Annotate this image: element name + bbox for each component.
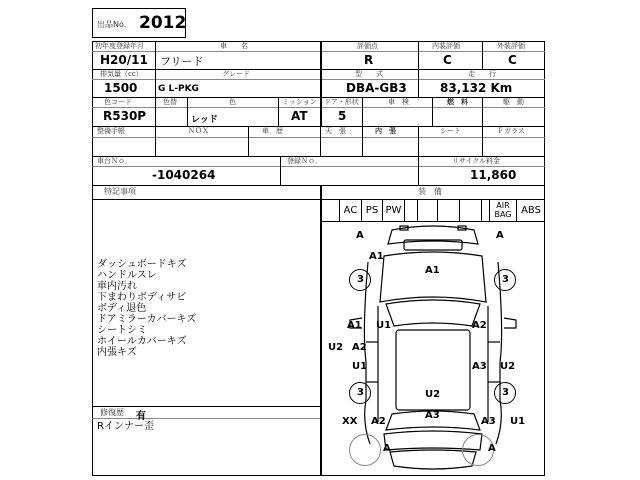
inspection-label: 車 検	[388, 98, 409, 106]
ceiling-label: 天 張	[325, 127, 346, 135]
damage-front-left: A	[356, 230, 364, 241]
interior-value: C	[443, 53, 452, 67]
damage-rear-xx: XX	[342, 416, 358, 427]
damage-rear-left: A	[383, 443, 391, 454]
damage-rear-u1: U1	[510, 416, 526, 427]
color-code-value: R530P	[103, 109, 147, 123]
remark-item: ハンドルスレ	[97, 270, 157, 281]
remark-item: ドアミラーカバーキズ	[97, 314, 197, 325]
damage-tire-rr: 3	[502, 387, 509, 398]
fglass-label: Ｆガラス	[497, 127, 525, 135]
equip-blank-2	[418, 200, 438, 221]
remark-item: 車内汚れ	[97, 281, 137, 292]
repair-note: Rインナー歪	[97, 421, 154, 432]
damage-hood: A1	[425, 265, 440, 276]
grade-value: G L-PKG	[158, 84, 199, 94]
equipment-label: 装 備	[418, 187, 442, 196]
damage-right-front-door: A2	[472, 320, 487, 331]
damage-left-front-door2: U1	[376, 320, 392, 331]
damage-tire-fr: 3	[502, 274, 509, 285]
car-name-label: 車 名	[220, 42, 248, 50]
remark-item: ホイールカバーキズ	[97, 336, 187, 347]
equip-blank-4	[460, 200, 482, 221]
history-label: 車 歴	[262, 127, 283, 135]
damage-hood-side: A1	[369, 251, 384, 262]
rear-left-corner-icon	[349, 434, 381, 466]
doors-value: 5	[338, 109, 347, 123]
damage-right-rear-u2: U2	[500, 361, 516, 372]
damage-right-rear-a3: A3	[472, 361, 487, 372]
damage-rear-a2: A2	[371, 416, 386, 427]
color-label: 色	[229, 98, 236, 106]
color-code-label: 色コード	[104, 98, 132, 106]
mission-label: ミッション	[282, 98, 317, 106]
first-reg-value: H20/11	[100, 53, 148, 67]
nox-label: ＮＯＸ	[188, 127, 209, 135]
exterior-value: C	[508, 53, 517, 67]
equip-pw: PW	[383, 200, 405, 221]
equip-cell-1	[321, 200, 340, 221]
damage-left-mid-u2: U2	[328, 342, 344, 353]
mission-value: AT	[291, 109, 308, 123]
equip-ac: AC	[340, 200, 362, 221]
inner-label: 内 張	[375, 127, 396, 135]
car-name-value: フリード	[160, 55, 204, 68]
displacement-label: 排気量（cc）	[100, 70, 143, 78]
lot-number: 2012	[139, 13, 187, 33]
color-value: レッド	[191, 115, 218, 125]
remark-item: ダッシュボードキズ	[97, 259, 187, 270]
remark-item: 内張キズ	[97, 347, 137, 358]
chassis-value: -1040264	[152, 168, 216, 182]
equip-airbag: AIR BAG	[490, 200, 517, 221]
equip-blank-1	[405, 200, 418, 221]
mileage-value: 83,132 Km	[440, 81, 513, 95]
equip-blank-5	[482, 200, 490, 221]
interior-label: 内装評価	[432, 42, 460, 50]
remark-item: シートシミ	[97, 325, 147, 336]
damage-left-mid-a2: A2	[352, 342, 367, 353]
mileage-label: 走 行	[468, 70, 496, 78]
first-reg-label: 初年度登録年月	[95, 42, 144, 50]
damage-front-right: A	[496, 230, 504, 241]
displacement-value: 1500	[104, 81, 138, 95]
exterior-label: 外装評価	[497, 42, 525, 50]
damage-trunk: A3	[425, 410, 440, 421]
remarks-label: 特記事項	[104, 187, 136, 196]
seat-label: シート	[440, 127, 461, 135]
remark-item: 下まわりボディサビ	[97, 292, 187, 303]
equip-blank-3	[438, 200, 460, 221]
fuel-label: 燃 料	[447, 98, 468, 106]
model-label: 型 式	[355, 70, 383, 78]
model-value: DBA-GB3	[346, 81, 407, 95]
repair-label: 修復歴	[100, 408, 124, 417]
drive-label: 駆 動	[503, 98, 524, 106]
equip-abs: ABS	[521, 205, 541, 216]
color-type-label: 色替	[163, 98, 177, 106]
score-value: R	[364, 53, 374, 67]
damage-tire-fl: 3	[357, 274, 364, 285]
damage-tire-rl: 3	[357, 387, 364, 398]
doors-label: ドア・形状	[324, 98, 359, 106]
chassis-label: 車台Ｎｏ．	[97, 157, 132, 165]
equip-ps: PS	[362, 200, 383, 221]
repair-value: 有	[136, 411, 146, 422]
damage-left-rear-u1: U1	[352, 361, 368, 372]
recycle-value: 11,860	[470, 168, 517, 182]
damage-roof-rear: U2	[425, 389, 441, 400]
remark-item: ボディ退色	[97, 303, 147, 314]
damage-rear-right: A	[488, 443, 496, 454]
damage-rear-a3: A3	[481, 416, 496, 427]
maintenance-label: 整備手帳	[97, 127, 125, 135]
lot-box	[92, 8, 186, 38]
grade-label: グレード	[222, 70, 250, 78]
recycle-label: リサイクル料金	[452, 157, 501, 165]
score-label: 評価点	[357, 42, 378, 50]
damage-left-front-door: A1	[347, 320, 362, 331]
reg-label: 登録Ｎｏ．	[287, 157, 322, 165]
lot-label: 出品No．	[97, 20, 132, 29]
